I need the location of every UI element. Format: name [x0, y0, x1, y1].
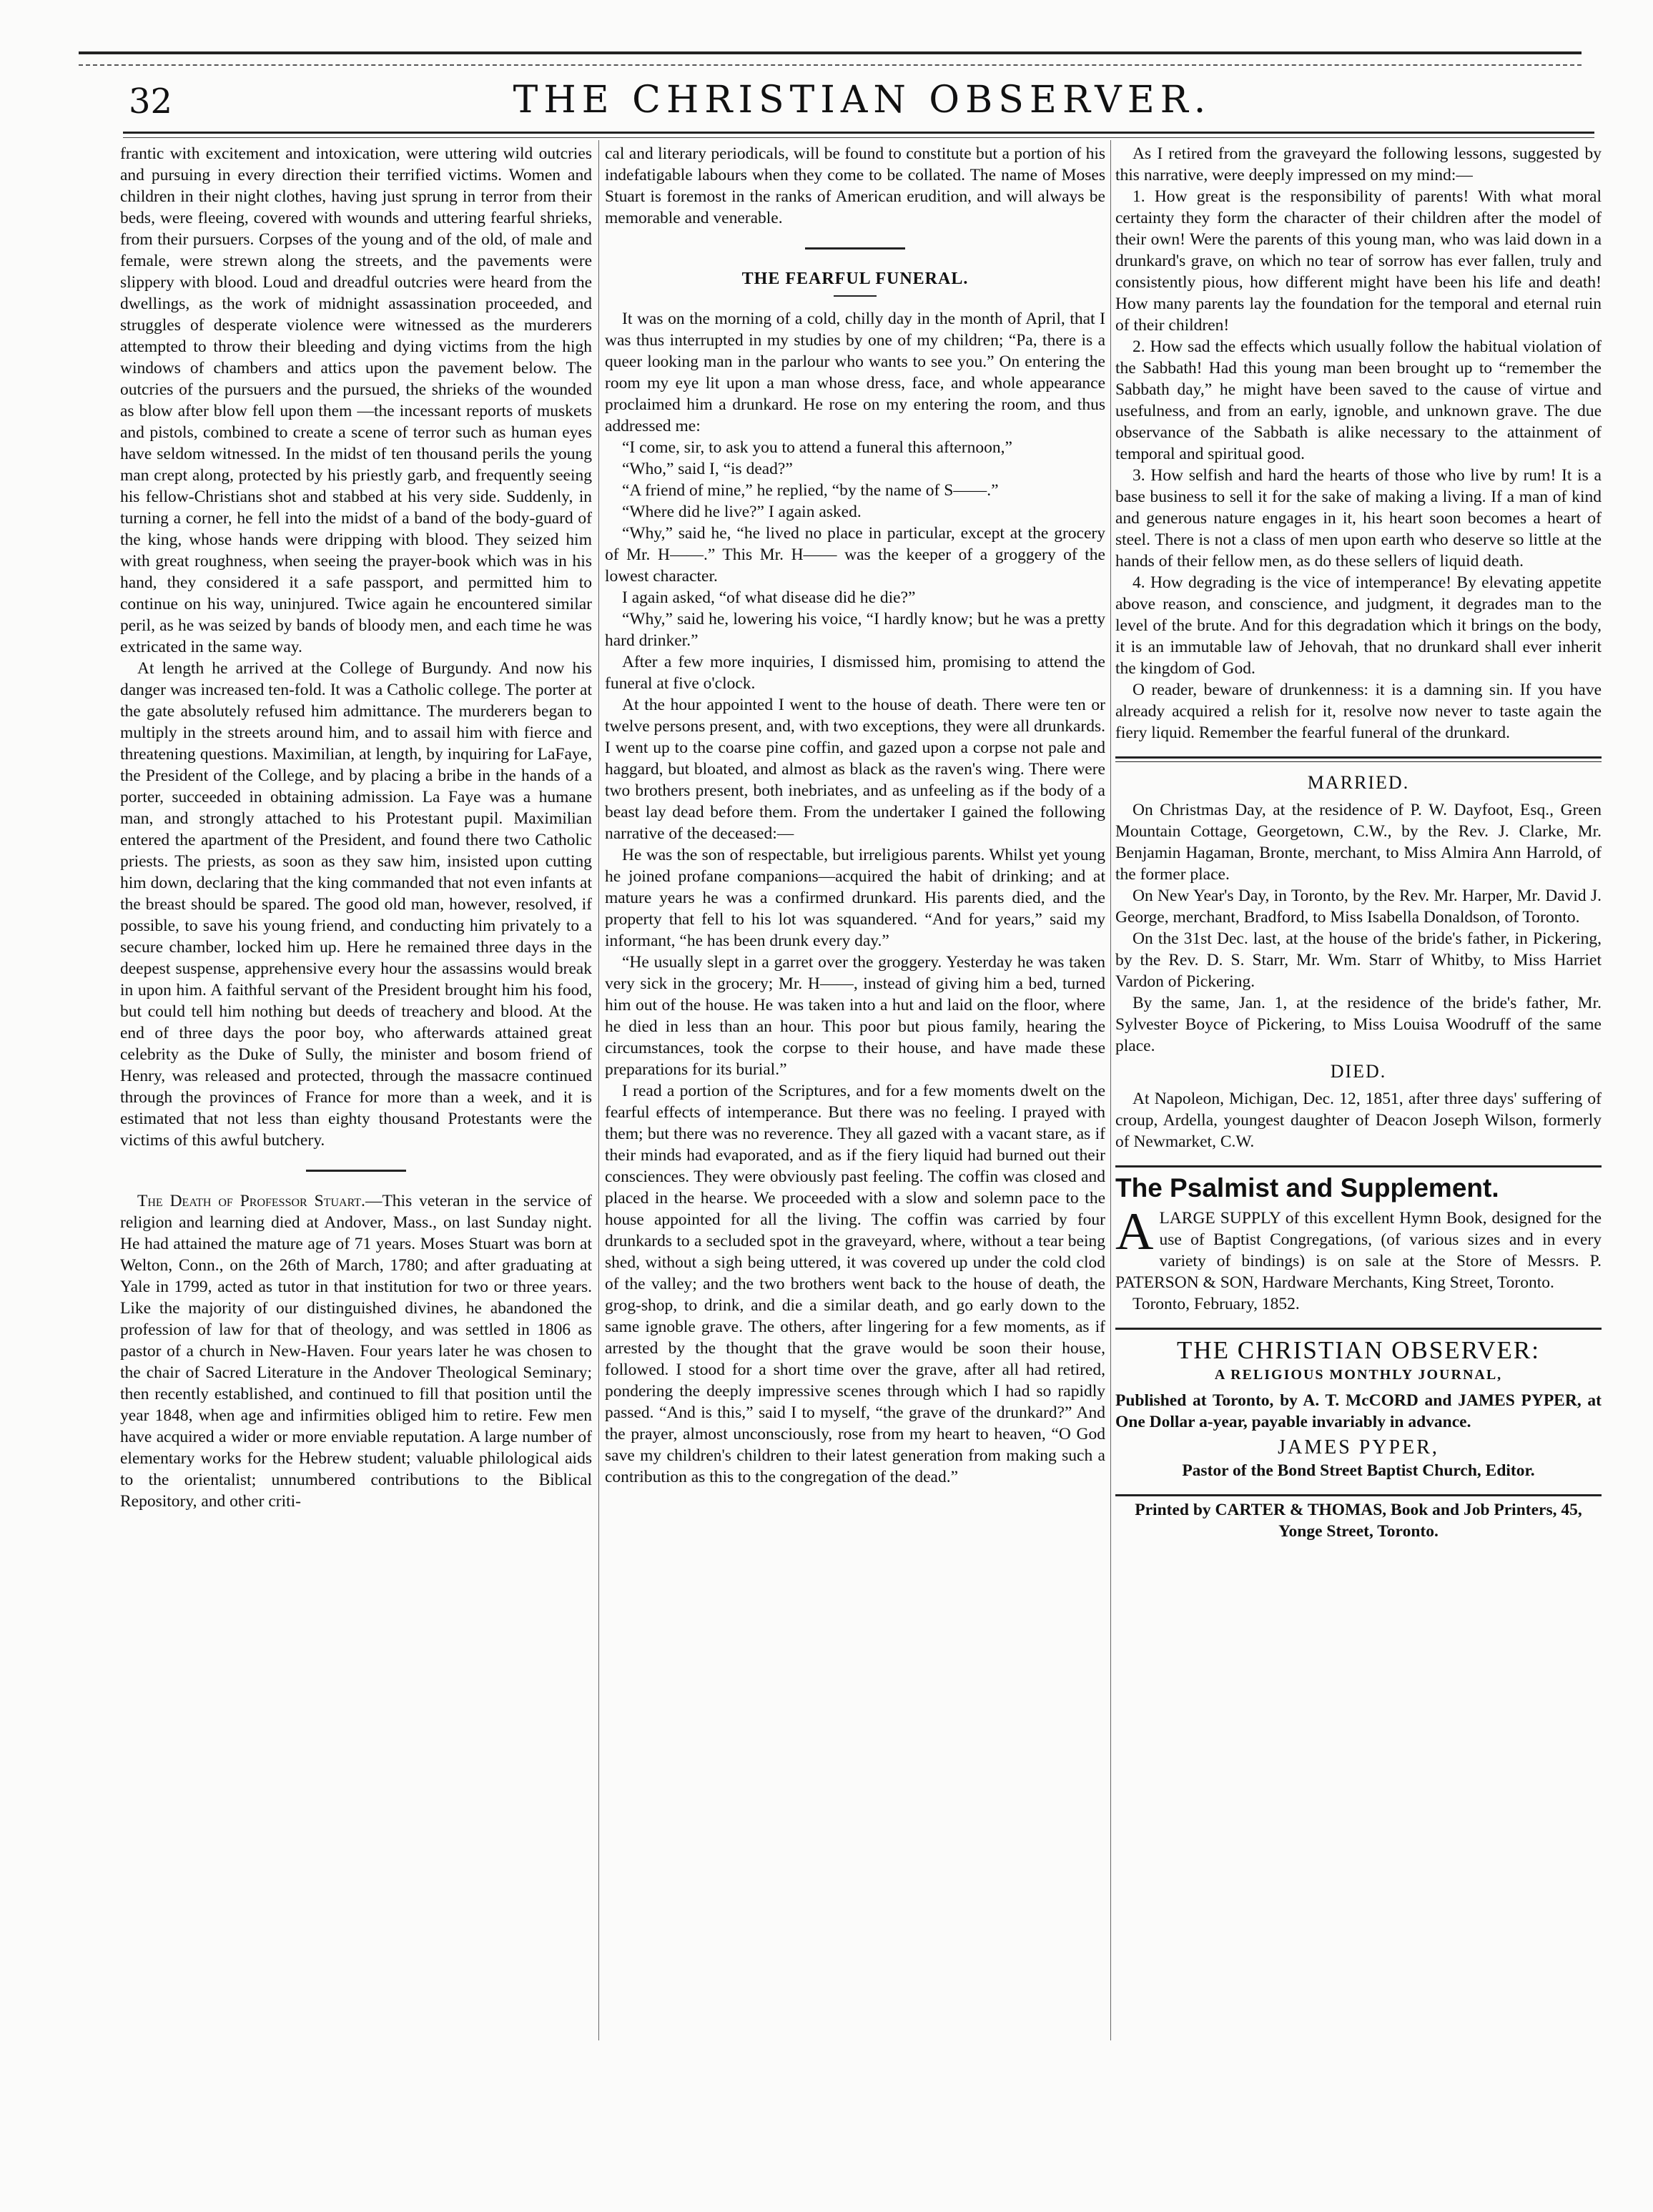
- column-divider: [1110, 140, 1111, 2040]
- article-paragraph: 2. How sad the effects which usually follow the habitual violation of the Sabbath! Had this young man been brought up to “remember the Sabbath day,” he might have been saved to the cause of virtue and usefulness, and from an early, ignoble, and unknown grave. The due observance of the Sabbath is alike necessary to the attainment of temporal and spiritual good.: [1115, 337, 1602, 463]
- editor-name: JAMES PYPER,: [1278, 1436, 1439, 1458]
- article-paragraph: 1. How great is the responsibility of parents! With what moral certainty they form the character of their children after the model of their own! Were the parents of this young man, who was laid down in a drunkard's grave, on which no tear of sorrow has ever fallen, truly and consistently pious, how different might have been his life and death! How many parents lay the foundation for the temporal and eternal ruin of their children!: [1115, 187, 1602, 335]
- advertisement-title: The Psalmist and Supplement.: [1115, 1173, 1499, 1203]
- marriage-notice: On the 31st Dec. last, at the house of the bride's father, in Pickering, by the Rev. D. S. Starr, Mr. Wm. Starr of Whitby, to Miss Harriet Vardon of Pickering.: [1115, 929, 1602, 991]
- masthead-title: THE CHRISTIAN OBSERVER.: [513, 79, 1212, 122]
- article-paragraph: After a few more inquiries, I dismissed him, promising to attend the funeral at five o'clock.: [605, 653, 1105, 693]
- article-paragraph: He was the son of respectable, but irreligious parents. Whilst yet young he joined profane companions—acquired the habit of drinking; and at mature years he was a confirmed drunkard. His parents died, and the property that fell to his lot was squandered. “And for years,” said my informant, “he has been drunk every day.”: [605, 846, 1105, 950]
- article-paragraph: At the hour appointed I went to the house of death. There were ten or twelve persons present, and, with two exceptions, they were all drunkards. I went up to the coarse pine coffin, and gazed upon a corpse not pale and haggard, but bloated, and almost as black as the raven's wing. There were two brothers present, both inebriates, and as unfeeling as if the body of a beast lay dead before them. From the undertaker I gained the following narrative of the deceased:—: [605, 696, 1105, 843]
- advertisement-text: LARGE SUPPLY of this excellent Hymn Book, designed for the use of Baptist Congregations, (of various sizes and in every variety of bindings) is on sale at the Store of Messrs. P. PATERSON & SON, Hardware Merchants, King Street, Toronto.: [1115, 1209, 1602, 1292]
- section-rule: [1115, 1494, 1602, 1496]
- article-paragraph: O reader, beware of drunkenness: it is a damning sin. If you have already acquired a relish for it, resolve now never to taste again the fiery liquid. Remember the fearful funeral of the drunkard.: [1115, 681, 1602, 742]
- header-rule: [123, 132, 1594, 134]
- obituary-paragraph: [120, 1190, 592, 1512]
- advertisement-body: [1115, 1203, 1602, 1293]
- article-paragraph: “Why,” said he, lowering his voice, “I hardly know; but he was a pretty hard drinker.”: [605, 610, 1105, 650]
- page-number: 32: [129, 82, 173, 122]
- header-rule-thin: [123, 137, 1594, 138]
- married-heading: MARRIED.: [1307, 772, 1410, 793]
- article-paragraph: “Where did he live?” I again asked.: [622, 503, 862, 521]
- article-paragraph: As I retired from the graveyard the following lessons, suggested by this narrative, were deeply impressed on my mind:—: [1115, 144, 1602, 184]
- marriage-notice: By the same, Jan. 1, at the residence of the bride's father, Mr. Sylvester Boyce of Pickering, to Miss Louisa Woodruff of the same place.: [1115, 994, 1602, 1055]
- column-right: [1115, 143, 1602, 2069]
- obituary-text: —This veteran in the service of religion and learning died at Andover, Mass., on last Sunday night. He had attained the mature age of 71 years. Moses Stuart was born at Welton, Conn., on the 26th of March, 1780; and after graduating at Yale in 1799, acted as tutor in that institution for two or three years. Like the majority of our distinguished divines, he abandoned the profession of law for that of theology, and was settled in 1806 as pastor of a church in New-Haven. Four years later he was chosen to the chair of Sacred Literature in the Andover Theological Seminary; then recently established, and continued to fill that position until the year 1848, when age and infirmities obliged him to retire. Few men have acquired a wider or more enviable reputation. A large number of elementary works for the Hebrew student; valuable philological aids to the orientalist; unnumbered contributions to the Biblical Repository, and other criti-: [120, 1192, 592, 1511]
- page-header: [129, 79, 1596, 129]
- article-paragraph: I again asked, “of what disease did he die?”: [622, 588, 916, 607]
- article-paragraph: “Who,” said I, “is dead?”: [622, 460, 793, 478]
- section-rule-thin: [1115, 761, 1602, 762]
- article-paragraph: frantic with excitement and intoxication, were uttering wild outcries and pursuing in every direction their terrified victims. Women and children in their night clothes, having just sprung in terror from their beds, were fleeing, covered with wounds and uttering fearful shrieks, from their pursuers. Corpses of the young and of the old, of male and female, were strewn along the streets, and the pavements were slippery with blood. Loud and dreadful outcries were heard from the dwellings, as the work of midnight assassination proceeded, and struggles of desperate violence were witnessed as the murderers attempted to throw their bleeding and dying victims from the high windows of chambers and attics upon the pavement below. The outcries of the pursuers and the pursued, the shrieks of the wounded as blow after blow fell upon them —the incessant reports of muskets and pistols, combined to create a scene of terror such as human eyes have seldom witnessed. In the midst of ten thousand perils the young man crept along, protected by his priestly garb, and frequently seeing his fellow-Christians shot and stabbed at his very side. Suddenly, in turning a corner, he fell into the midst of a band of the body-guard of the king, whose hands were dripping with blood. They seized him with great roughness, when seeing the prayer-book which was in his hand, they considered it a safe passport, and permitted him to continue on his way, uninjured. Twice again he encountered similar peril, as he was seized by bands of bloody men, and each time he was extricated in the same way.: [120, 144, 592, 656]
- column-middle: [605, 143, 1105, 2069]
- column-divider: [598, 140, 599, 2040]
- title-separator: [834, 295, 877, 297]
- article-paragraph: “A friend of mine,” he replied, “by the name of S——.”: [622, 481, 999, 500]
- section-separator: [805, 247, 905, 250]
- article-paragraph: “He usually slept in a garret over the groggery. Yesterday he was taken very sick in the grocery; Mr. H——, instead of giving him a bed, turned him out of the house. He was taken into a hut and laid on the floor, where he died in less than an hour. This poor but pious family, hearing the circumstances, took the corpse to their house, and have made these preparations for its burial.”: [605, 953, 1105, 1079]
- top-border-rule: [79, 51, 1582, 66]
- section-separator: [306, 1170, 406, 1172]
- column-left: [120, 143, 592, 2069]
- section-rule: [1115, 1165, 1602, 1167]
- drop-cap: A: [1115, 1203, 1154, 1261]
- journal-title: THE CHRISTIAN OBSERVER:: [1177, 1336, 1540, 1364]
- death-notice: At Napoleon, Michigan, Dec. 12, 1851, after three days' suffering of croup, Ardella, youngest daughter of Deacon Joseph Wilson, formerly of Newmarket, C.W.: [1115, 1090, 1602, 1151]
- article-paragraph: 4. How degrading is the vice of intemperance! By elevating appetite above reason, and conscience, and judgment, it degrades man to the level of the brute. And for this degradation which it brings on the body, it is an immutable law of Jehovah, that no drunkard shall ever inherit the kingdom of God.: [1115, 573, 1602, 678]
- editor-title: Pastor of the Bond Street Baptist Church, Editor.: [1182, 1461, 1535, 1480]
- marriage-notice: On Christmas Day, at the residence of P. W. Dayfoot, Esq., Green Mountain Cottage, Georgetown, C.W., by the Rev. J. Clarke, Mr. Benjamin Hagaman, Bronte, merchant, to Miss Almira Ann Harrold, of the former place.: [1115, 801, 1602, 884]
- article-paragraph: It was on the morning of a cold, chilly day in the month of April, that I was thus interrupted in my studies by one of my children; “Pa, there is a queer looking man in the parlour who wants to see you.” On entering the room my eye lit upon a man whose dress, face, and whole appearance proclaimed him a drunkard. He rose on my entering the room, and thus addressed me:: [605, 310, 1105, 435]
- advertisement-date: Toronto, February, 1852.: [1133, 1295, 1300, 1313]
- section-rule: [1115, 1328, 1602, 1330]
- printer-imprint: Printed by CARTER & THOMAS, Book and Job Printers, 45, Yonge Street, Toronto.: [1135, 1501, 1582, 1541]
- article-paragraph: At length he arrived at the College of Burgundy. And now his danger was increased ten-fold. It was a Catholic college. The porter at the gate absolutely refused him admittance. The murderers began to multiply in the streets around him, and to assail him with fierce and threatening questions. Maximilian, at length, by inquiring for LaFaye, the President of the College, and by placing a bribe in the hands of a porter, succeeded in obtaining admission. La Faye was a humane man, and strongly attached to his Protestant pupil. Maximilian entered the apartment of the President, and found there two Catholic priests. The priests, as soon as they saw him, insisted upon cutting him down, declaring that the king commanded that not even infants at the breast should be spared. The good old man, however, resolved, if possible, to save his young friend, and conducting him privately to a secure chamber, locked him up. Here he remained three days in the deepest suspense, apprehensive every hour the assassins would break in upon him. A faithful servant of the President brought him his food, but could tell him nothing but deeds of treachery and blood. At the end of three days the poor boy, who afterwards attained great celebrity as the Duke of Sully, the minister and bosom friend of Henry, was released and protected, through the massacre continued through the provinces of France for more than a week, and it is estimated that not less than eighty thousand Protestants were the victims of this awful butchery.: [120, 659, 592, 1150]
- died-heading: DIED.: [1330, 1061, 1387, 1082]
- obituary-heading: The Death of Professor Stuart.: [137, 1192, 365, 1210]
- marriage-notice: On New Year's Day, in Toronto, by the Rev. Mr. Harper, Mr. David J. George, merchant, Bradford, to Miss Isabella Donaldson, of Toronto.: [1115, 887, 1602, 927]
- article-paragraph: I read a portion of the Scriptures, and for a few moments dwelt on the fearful effects of intemperance. But there was no feeling. I prayed with them; but there was no reverence. They all gazed with a vacant stare, as if their minds had evaporated, and as if the fiery liquid had burned out their consciences. They were obviously past feeling. The coffin was closed and placed in the hearse. We proceeded with a slow and solemn pace to the house appointed for all the living. The coffin was carried by four drunkards to a secluded spot in the graveyard, where, without a tear being shed, without a sigh being uttered, it was covered up under the cold clod of the valley; and the two brothers went back to the house of death, the grog-shop, to drink, and die a similar death, and go early down to the same ignoble grave. The others, after lingering for a few moments, as if arrested by the thought that the grave would be soon their house, followed. I stood for a short time over the grave, after all had retired, pondering the deeply impressive scenes through which I had so rapidly passed. “And is this,” said I to myself, “the grave of the drunkard?” And the prayer, almost unconsciously, rose from my heart to heaven, “O God save my children's children to their latest generation from making such a contribution as this to the congregation of the dead.”: [605, 1082, 1105, 1486]
- publication-info: Published at Toronto, by A. T. McCORD and JAMES PYPER, at One Dollar a-year, payable invariably in advance.: [1115, 1391, 1602, 1431]
- article-paragraph: 3. How selfish and hard the hearts of those who live by rum! It is a base business to sell it for the sake of making a living. If a man of kind and generous nature engages in it, his heart soon becomes a heart of steel. There is not a class of men upon earth who deserve so little at the hands of their fellow men, as do these sellers of liquid death.: [1115, 466, 1602, 571]
- section-rule: [1115, 756, 1602, 759]
- article-paragraph: “Why,” said he, “he lived no place in particular, except at the grocery of Mr. H——.” This Mr. H—— was the keeper of a groggery of the lowest character.: [605, 524, 1105, 586]
- article-title: THE FEARFUL FUNERAL.: [741, 270, 969, 288]
- article-paragraph: “I come, sir, to ask you to attend a funeral this afternoon,”: [622, 438, 1012, 457]
- article-paragraph: cal and literary periodicals, will be found to constitute but a portion of his indefatigable labours when they come to be collated. The name of Moses Stuart is foremost in the ranks of American erudition, and will always be memorable and venerable.: [605, 144, 1105, 227]
- journal-subtitle: A RELIGIOUS MONTHLY JOURNAL,: [1214, 1367, 1503, 1383]
